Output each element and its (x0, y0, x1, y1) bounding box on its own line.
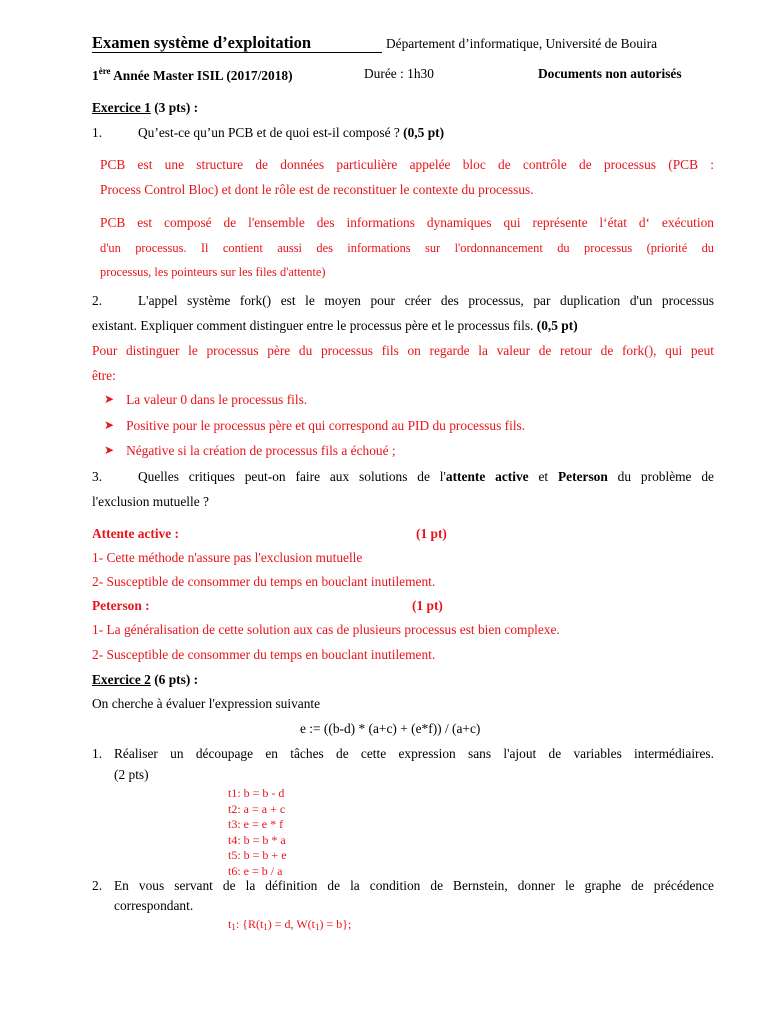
arrow-bullet-icon: ➤ (104, 443, 115, 457)
ex2-title: Exercice 2 (92, 672, 151, 687)
q1-number: 1. (92, 125, 103, 140)
ex2-q1-line2: (2 pts) (114, 767, 149, 782)
ans-end: ) = b}; (319, 917, 352, 931)
task-item: t2: a = a + c (228, 801, 286, 816)
q2-text: existant. Expliquer comment distinguer entre le processus père et le processus fils. (92, 318, 537, 333)
exam-title: Examen système d’exploitation (92, 33, 312, 52)
q1-points: (0,5 pt) (403, 125, 445, 140)
q3-text-a: Quelles critiques peut-on faire aux solutions de l' (138, 469, 446, 484)
ans-sub2: 1 (263, 922, 268, 932)
docs-note: Documents non autorisés (538, 66, 682, 81)
ans-mid1: : {R(t (235, 917, 264, 931)
task-item: t3: e = e * f (228, 817, 284, 831)
q3-text-e: du problème de (607, 469, 714, 484)
q1-question (138, 125, 444, 141)
q2-answer-line1: Pour distinguer le processus père du processus fils on regarde la valeur de retour de fork(), qui peut (92, 343, 714, 358)
duration: Durée : 1h30 (364, 66, 434, 81)
q2-points: (0,5 pt) (536, 318, 578, 333)
ans-mid2: ) = d, W(t (267, 917, 315, 931)
q2-number: 2. (92, 293, 103, 308)
attente-active-1: 1- Cette méthode n'assure pas l'exclusion mutuelle (92, 550, 363, 565)
ans-sub3: 1 (314, 922, 320, 932)
attente-active-points: (1 pt) (416, 526, 447, 541)
q3-text-d: Peterson (558, 469, 608, 484)
ex1-points: (3 pts) : (150, 100, 199, 115)
q2-bullet-3-text: Négative si la création de processus fils a échoué ; (126, 443, 396, 458)
ex1-title: Exercice 1 (92, 100, 151, 115)
q3-number: 3. (92, 469, 103, 484)
q3-text-c: et (528, 469, 558, 484)
arrow-bullet-icon: ➤ (104, 392, 115, 406)
peterson-2: 2- Susceptible de consommer du temps en bouclant inutilement. (92, 647, 436, 662)
ex1-heading (92, 100, 198, 116)
year-prefix: 1 (92, 68, 99, 83)
q2-answer-line2: être: (92, 368, 116, 383)
ex2-q2-line2: correspondant. (114, 898, 194, 913)
q1-answer-1-line1: PCB est une structure de données particulière appelée bloc de contrôle de processus (PCB : (100, 157, 714, 172)
year-rest: Année Master ISIL (2017/2018) (110, 68, 293, 83)
q1-answer-2-line2: d'un processus. Il contient aussi des informations sur l'ordonnancement du processus (priorité du (100, 241, 714, 255)
arrow-bullet-icon: ➤ (104, 418, 115, 432)
task-item: t4: b = b * a (228, 832, 286, 847)
q1-text: Qu’est-ce qu’un PCB et de quoi est-il composé ? (138, 125, 404, 140)
q1-answer-2-line1: PCB est composé de l'ensemble des informations dynamiques qui représente l‘état d‘ exécution (100, 215, 714, 230)
ex2-q2-line1: En vous servant de la définition de la condition de Bernstein, donner le graphe de précédence (114, 878, 714, 893)
q2-bullet-2-text: Positive pour le processus père et qui correspond au PID du processus fils. (126, 418, 526, 433)
ex2-points: (6 pts) : (150, 672, 199, 687)
ex2-expression: e := ((b-d) * (a+c) + (e*f)) / (a+c) (300, 721, 481, 736)
peterson-title: Peterson : (92, 598, 150, 613)
attente-active-title: Attente active : (92, 526, 179, 541)
ex2-intro: On cherche à évaluer l'expression suivante (92, 696, 321, 711)
year-sup: ère (98, 66, 111, 76)
attente-active-2: 2- Susceptible de consommer du temps en bouclant inutilement. (92, 574, 436, 589)
q2-line2 (92, 318, 578, 334)
q2-bullet-3 (104, 443, 396, 459)
ex2-q2-answer (228, 917, 351, 932)
ans-sub1: 1 (231, 922, 236, 932)
q2-bullet-1-text: La valeur 0 dans le processus fils. (126, 392, 308, 407)
task-list (228, 786, 287, 879)
q3-line1 (138, 469, 714, 485)
q3-line2: l'exclusion mutuelle ? (92, 494, 209, 509)
task-item: t1: b = b - d (228, 786, 285, 800)
ex2-q1-number: 1. (92, 746, 103, 761)
q2-bullet-1 (104, 392, 307, 408)
ex2-heading (92, 672, 198, 688)
ex2-q1-line1: Réaliser un découpage en tâches de cette expression sans l'ajout de variables intermédiaires. (114, 746, 714, 761)
title-underline (92, 52, 382, 53)
q3-text-b: attente active (445, 469, 529, 484)
task-item: t6: e = b / a (228, 863, 283, 878)
year-line (92, 66, 293, 84)
q2-bullet-2 (104, 418, 525, 434)
q2-line1: L'appel système fork() est le moyen pour créer des processus, par duplication d'un processus (138, 293, 714, 308)
task-item: t5: b = b + e (228, 848, 287, 862)
peterson-points: (1 pt) (412, 598, 443, 613)
ans-t: t (228, 917, 232, 931)
ex2-q2-number: 2. (92, 878, 103, 893)
department: Département d’informatique, Université de Bouira (386, 36, 658, 51)
q1-answer-1-line2: Process Control Bloc) et dont le rôle est de reconstituer le contexte du processus. (100, 182, 534, 197)
peterson-1: 1- La généralisation de cette solution aux cas de plusieurs processus est bien complexe. (92, 622, 560, 637)
q1-answer-2-line3: processus, les pointeurs sur les files d'attente) (100, 265, 326, 279)
